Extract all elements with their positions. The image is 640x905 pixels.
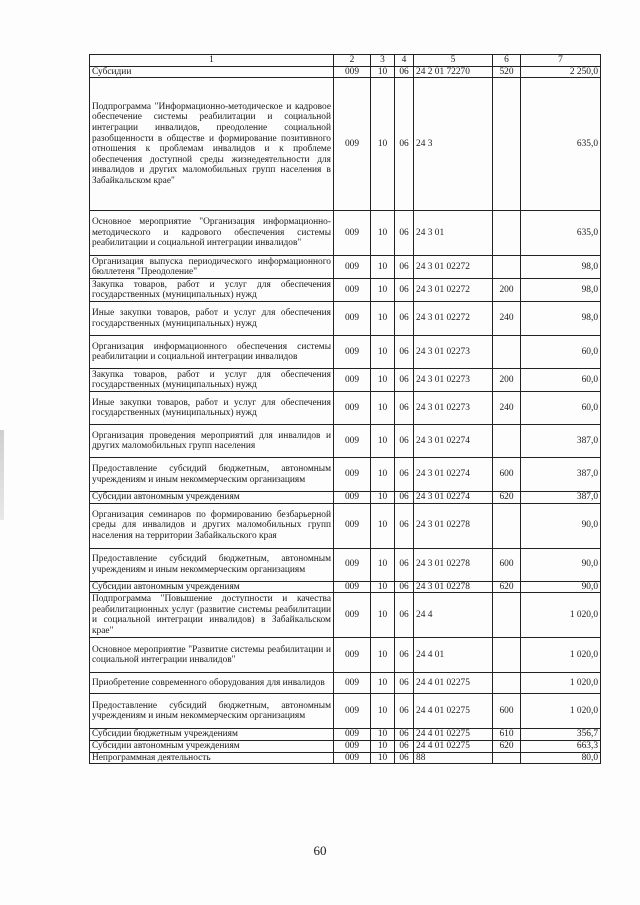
row-c2-cell: 009 <box>334 752 371 764</box>
table-row <box>90 673 601 694</box>
row-c3-cell: 10 <box>371 279 395 302</box>
row-name-cell: Субсидии автономным учреждениям <box>90 492 334 504</box>
table-row <box>90 503 601 548</box>
row-c6-cell <box>493 593 521 638</box>
row-c4-cell: 06 <box>395 673 414 694</box>
row-c3-cell: 10 <box>371 458 395 492</box>
row-c3-cell: 10 <box>371 78 395 211</box>
table-row <box>90 336 601 369</box>
table-row <box>90 425 601 458</box>
row-c4-cell: 06 <box>395 369 414 392</box>
row-c7-cell: 98,0 <box>521 256 601 279</box>
row-name-cell: Субсидии <box>90 66 334 78</box>
table-row <box>90 638 601 673</box>
row-c7-cell: 1 020,0 <box>521 593 601 638</box>
row-c4-cell: 06 <box>395 503 414 548</box>
row-c5-cell: 24 3 01 <box>414 211 493 256</box>
row-c5-cell: 24 3 01 02273 <box>414 369 493 392</box>
row-c4-cell: 06 <box>395 425 414 458</box>
row-name-cell: Основное мероприятие "Развитие системы реабилитации и социальной интеграции инвалидов" <box>90 638 334 673</box>
row-c4-cell: 06 <box>395 638 414 673</box>
table-row <box>90 302 601 336</box>
row-c2-cell: 009 <box>334 548 371 581</box>
row-c7-cell: 60,0 <box>521 369 601 392</box>
row-name-cell: Подпрограмма "Повышение доступности и качества реабилитационных услуг (развитие системы реабилитации и социальной интеграции инвалидов) в Забайкальском крае" <box>90 593 334 638</box>
row-c6-cell: 600 <box>493 548 521 581</box>
row-c2-cell: 009 <box>334 638 371 673</box>
table-row <box>90 369 601 392</box>
row-c5-cell: 24 4 01 02275 <box>414 694 493 729</box>
row-c2-cell: 009 <box>334 336 371 369</box>
row-c3-cell: 10 <box>371 336 395 369</box>
row-c2-cell: 009 <box>334 279 371 302</box>
table-row <box>90 392 601 425</box>
row-name-cell: Субсидии бюджетным учреждениям <box>90 729 334 741</box>
row-c5-cell: 24 2 01 72270 <box>414 66 493 78</box>
table-row <box>90 256 601 279</box>
row-c6-cell: 200 <box>493 369 521 392</box>
row-c4-cell: 06 <box>395 78 414 211</box>
row-c2-cell: 009 <box>334 694 371 729</box>
table-row <box>90 729 601 741</box>
row-c2-cell: 009 <box>334 211 371 256</box>
row-c3-cell: 10 <box>371 593 395 638</box>
row-c5-cell: 24 3 01 02273 <box>414 336 493 369</box>
row-name-cell: Иные закупки товаров, работ и услуг для обеспечения государственных (муниципальных) нужд <box>90 302 334 336</box>
row-c6-cell <box>493 752 521 764</box>
row-name-cell: Субсидии автономным учреждениям <box>90 740 334 752</box>
header-cell: 7 <box>521 55 601 67</box>
table-row <box>90 211 601 256</box>
row-c4-cell: 06 <box>395 66 414 78</box>
row-c3-cell: 10 <box>371 256 395 279</box>
row-c5-cell: 24 4 01 02275 <box>414 673 493 694</box>
row-c7-cell: 1 020,0 <box>521 694 601 729</box>
row-c6-cell: 200 <box>493 279 521 302</box>
row-c7-cell: 98,0 <box>521 279 601 302</box>
row-c2-cell: 009 <box>334 392 371 425</box>
row-c6-cell <box>493 638 521 673</box>
budget-table <box>89 54 601 764</box>
row-c5-cell: 24 4 <box>414 593 493 638</box>
row-c6-cell: 620 <box>493 740 521 752</box>
row-c6-cell <box>493 256 521 279</box>
row-c4-cell: 06 <box>395 581 414 593</box>
table-header-row <box>90 55 601 67</box>
row-c5-cell: 24 3 01 02278 <box>414 548 493 581</box>
row-name-cell: Приобретение современного оборудования для инвалидов <box>90 673 334 694</box>
table-row <box>90 694 601 729</box>
row-c6-cell: 620 <box>493 581 521 593</box>
row-c3-cell: 10 <box>371 548 395 581</box>
row-c7-cell: 663,3 <box>521 740 601 752</box>
row-c2-cell: 009 <box>334 66 371 78</box>
row-c5-cell: 24 3 01 02278 <box>414 503 493 548</box>
row-c7-cell: 356,7 <box>521 729 601 741</box>
row-name-cell: Закупка товаров, работ и услуг для обеспечения государственных (муниципальных) нужд <box>90 279 334 302</box>
row-c6-cell: 620 <box>493 492 521 504</box>
row-c6-cell: 240 <box>493 392 521 425</box>
row-name-cell: Организация информационного обеспечения системы реабилитации и социальной интеграции инвалидов <box>90 336 334 369</box>
row-c6-cell <box>493 336 521 369</box>
row-c4-cell: 06 <box>395 752 414 764</box>
row-c7-cell: 635,0 <box>521 211 601 256</box>
row-c3-cell: 10 <box>371 369 395 392</box>
row-c2-cell: 009 <box>334 78 371 211</box>
row-c2-cell: 009 <box>334 492 371 504</box>
row-name-cell: Организация выпуска периодического информационного бюллетеня "Преодоление" <box>90 256 334 279</box>
row-c7-cell: 98,0 <box>521 302 601 336</box>
row-c5-cell: 24 3 01 02272 <box>414 302 493 336</box>
table-row <box>90 548 601 581</box>
row-c3-cell: 10 <box>371 66 395 78</box>
row-c2-cell: 009 <box>334 729 371 741</box>
table-row <box>90 752 601 764</box>
row-c2-cell: 009 <box>334 458 371 492</box>
row-c2-cell: 009 <box>334 425 371 458</box>
row-name-cell: Непрограммная деятельность <box>90 752 334 764</box>
table-row <box>90 66 601 78</box>
row-c5-cell: 24 3 <box>414 78 493 211</box>
row-c6-cell <box>493 78 521 211</box>
row-name-cell: Предоставление субсидий бюджетным, автономным учреждениям и иным некоммерческим организациям <box>90 694 334 729</box>
row-c3-cell: 10 <box>371 673 395 694</box>
row-c7-cell: 2 250,0 <box>521 66 601 78</box>
row-c2-cell: 009 <box>334 593 371 638</box>
row-c3-cell: 10 <box>371 581 395 593</box>
row-c7-cell: 387,0 <box>521 425 601 458</box>
row-c2-cell: 009 <box>334 673 371 694</box>
row-c5-cell: 24 4 01 02275 <box>414 740 493 752</box>
table-row <box>90 593 601 638</box>
row-c7-cell: 60,0 <box>521 336 601 369</box>
header-cell: 1 <box>90 55 334 67</box>
table-row <box>90 458 601 492</box>
row-c4-cell: 06 <box>395 392 414 425</box>
row-c7-cell: 1 020,0 <box>521 638 601 673</box>
page-number: 60 <box>313 843 327 858</box>
row-c7-cell: 90,0 <box>521 581 601 593</box>
row-c4-cell: 06 <box>395 211 414 256</box>
row-name-cell: Организация проведения мероприятий для инвалидов и других маломобильных групп населения <box>90 425 334 458</box>
row-c5-cell: 24 3 01 02278 <box>414 581 493 593</box>
header-cell: 4 <box>395 55 414 67</box>
row-name-cell: Основное мероприятие "Организация информационно-методического и кадрового обеспечения системы реабилитации и социальной интеграции инвалидов" <box>90 211 334 256</box>
row-c7-cell: 90,0 <box>521 548 601 581</box>
header-cell: 2 <box>334 55 371 67</box>
row-c6-cell <box>493 503 521 548</box>
row-c5-cell: 24 3 01 02272 <box>414 256 493 279</box>
row-c5-cell: 24 3 01 02273 <box>414 392 493 425</box>
row-name-cell: Закупка товаров, работ и услуг для обеспечения государственных (муниципальных) нужд <box>90 369 334 392</box>
row-c3-cell: 10 <box>371 503 395 548</box>
row-c2-cell: 009 <box>334 369 371 392</box>
row-c4-cell: 06 <box>395 729 414 741</box>
row-c3-cell: 10 <box>371 638 395 673</box>
row-name-cell: Подпрограмма "Информационно-методическое и кадровое обеспечение системы реабилитации и социальной интеграции инвалидов, преодоление социальной разобщенности в обществе и формирование позитивного отношения к проблемам инвалидов и к проблеме обеспечения доступной среды жизнедеятельности для инвалидов и других маломобильных групп населения в Забайкальском крае" <box>90 78 334 211</box>
row-name-cell: Предоставление субсидий бюджетным, автономным учреждениям и иным некоммерческим организациям <box>90 458 334 492</box>
row-c6-cell: 600 <box>493 458 521 492</box>
table-row <box>90 492 601 504</box>
row-c7-cell: 90,0 <box>521 503 601 548</box>
row-c6-cell: 240 <box>493 302 521 336</box>
row-c7-cell: 387,0 <box>521 492 601 504</box>
row-c6-cell: 520 <box>493 66 521 78</box>
row-c6-cell: 600 <box>493 694 521 729</box>
row-c2-cell: 009 <box>334 302 371 336</box>
row-c6-cell <box>493 673 521 694</box>
row-c5-cell: 24 3 01 02274 <box>414 458 493 492</box>
row-c7-cell: 635,0 <box>521 78 601 211</box>
row-c2-cell: 009 <box>334 740 371 752</box>
row-c5-cell: 24 3 01 02272 <box>414 279 493 302</box>
row-c4-cell: 06 <box>395 458 414 492</box>
table-row <box>90 740 601 752</box>
row-c6-cell: 610 <box>493 729 521 741</box>
table-row <box>90 581 601 593</box>
row-c3-cell: 10 <box>371 492 395 504</box>
row-c6-cell <box>493 425 521 458</box>
row-c4-cell: 06 <box>395 740 414 752</box>
row-c3-cell: 10 <box>371 392 395 425</box>
row-c5-cell: 24 3 01 02274 <box>414 492 493 504</box>
row-c7-cell: 80,0 <box>521 752 601 764</box>
row-name-cell: Иные закупки товаров, работ и услуг для обеспечения государственных (муниципальных) нужд <box>90 392 334 425</box>
row-c4-cell: 06 <box>395 279 414 302</box>
row-c3-cell: 10 <box>371 302 395 336</box>
scan-edge-shadow <box>0 430 4 520</box>
row-c3-cell: 10 <box>371 740 395 752</box>
row-c4-cell: 06 <box>395 694 414 729</box>
row-c4-cell: 06 <box>395 492 414 504</box>
row-c2-cell: 009 <box>334 581 371 593</box>
row-name-cell: Организация семинаров по формированию безбарьерной среды для инвалидов и других маломобильных групп населения на территории Забайкальского края <box>90 503 334 548</box>
row-name-cell: Субсидии автономным учреждениям <box>90 581 334 593</box>
row-c2-cell: 009 <box>334 503 371 548</box>
row-c4-cell: 06 <box>395 302 414 336</box>
row-c7-cell: 60,0 <box>521 392 601 425</box>
row-c4-cell: 06 <box>395 593 414 638</box>
row-c7-cell: 1 020,0 <box>521 673 601 694</box>
row-c4-cell: 06 <box>395 256 414 279</box>
row-c4-cell: 06 <box>395 548 414 581</box>
row-c3-cell: 10 <box>371 694 395 729</box>
row-c5-cell: 24 3 01 02274 <box>414 425 493 458</box>
row-c3-cell: 10 <box>371 425 395 458</box>
row-c3-cell: 10 <box>371 752 395 764</box>
row-c6-cell <box>493 211 521 256</box>
row-c5-cell: 24 4 01 02275 <box>414 729 493 741</box>
header-cell: 6 <box>493 55 521 67</box>
row-c2-cell: 009 <box>334 256 371 279</box>
row-c4-cell: 06 <box>395 336 414 369</box>
row-c5-cell: 24 4 01 <box>414 638 493 673</box>
row-name-cell: Предоставление субсидий бюджетным, автономным учреждениям и иным некоммерческим организациям <box>90 548 334 581</box>
table-row <box>90 279 601 302</box>
row-c7-cell: 387,0 <box>521 458 601 492</box>
header-cell: 5 <box>414 55 493 67</box>
row-c3-cell: 10 <box>371 729 395 741</box>
header-cell: 3 <box>371 55 395 67</box>
table-row <box>90 78 601 211</box>
row-c3-cell: 10 <box>371 211 395 256</box>
row-c5-cell: 88 <box>414 752 493 764</box>
